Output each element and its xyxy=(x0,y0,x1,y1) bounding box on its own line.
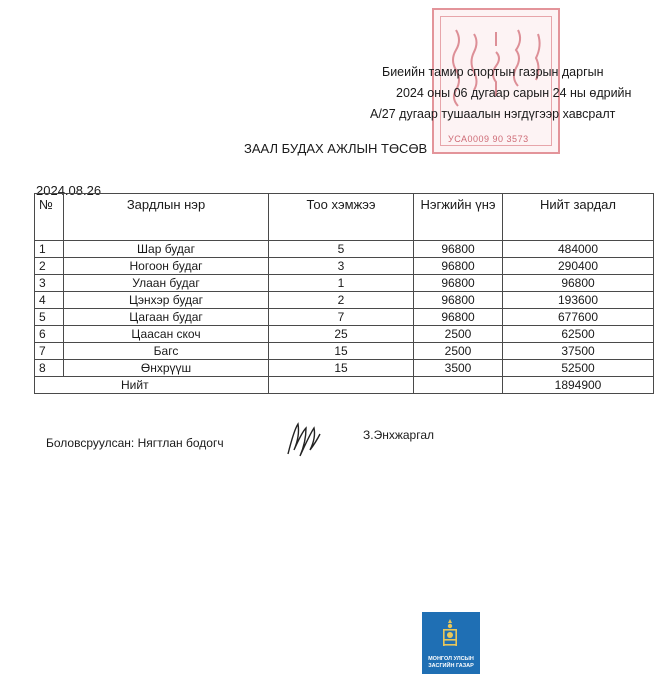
row-qty: 25 xyxy=(269,326,414,343)
header-qty: Тоо хэмжээ xyxy=(269,194,414,241)
row-total: 290400 xyxy=(503,258,654,275)
row-total: 62500 xyxy=(503,326,654,343)
table-row xyxy=(35,360,654,377)
row-no: 2 xyxy=(35,258,64,275)
row-price: 96800 xyxy=(414,241,503,258)
row-qty: 3 xyxy=(269,258,414,275)
row-total: 484000 xyxy=(503,241,654,258)
header-name: Зардлын нэр xyxy=(64,194,269,241)
approval-line-1: Биеийн тамир спортын газрын даргын xyxy=(382,65,604,79)
row-total: 677600 xyxy=(503,309,654,326)
row-qty: 15 xyxy=(269,360,414,377)
row-no: 6 xyxy=(35,326,64,343)
stamp-code: УСА0009 90 3573 xyxy=(448,134,529,144)
row-name: Улаан будаг xyxy=(64,275,269,292)
table-row xyxy=(35,241,654,258)
logo-line-2: ЗАСГИЙН ГАЗАР xyxy=(428,663,474,669)
row-price: 3500 xyxy=(414,360,503,377)
total-empty-price xyxy=(414,377,503,394)
row-name: Ногоон будаг xyxy=(64,258,269,275)
row-total: 37500 xyxy=(503,343,654,360)
budget-table xyxy=(34,193,654,394)
table-row xyxy=(35,258,654,275)
row-no: 1 xyxy=(35,241,64,258)
approval-line-2: 2024 оны 06 дугаар сарын 24 ны өдрийн xyxy=(396,86,632,100)
table-row xyxy=(35,343,654,360)
row-qty: 5 xyxy=(269,241,414,258)
row-no: 4 xyxy=(35,292,64,309)
row-qty: 7 xyxy=(269,309,414,326)
total-empty-qty xyxy=(269,377,414,394)
row-name: Өнхрүүш xyxy=(64,360,269,377)
document-title: ЗААЛ БУДАХ АЖЛЫН ТӨСӨВ xyxy=(244,141,428,156)
row-total: 193600 xyxy=(503,292,654,309)
row-no: 5 xyxy=(35,309,64,326)
row-no: 3 xyxy=(35,275,64,292)
row-price: 96800 xyxy=(414,292,503,309)
table-row xyxy=(35,275,654,292)
total-row xyxy=(35,377,654,394)
row-price: 2500 xyxy=(414,326,503,343)
logo-line-1: МОНГОЛ УЛСЫН xyxy=(428,656,474,662)
row-no: 7 xyxy=(35,343,64,360)
table-row xyxy=(35,309,654,326)
header-no: № xyxy=(35,194,64,241)
row-qty: 15 xyxy=(269,343,414,360)
document-date: 2024.08.26 xyxy=(36,183,102,198)
row-name: Багс xyxy=(64,343,269,360)
prepared-by-label: Боловсруулсан: Нягтлан бодогч xyxy=(46,436,224,450)
signature-icon xyxy=(282,414,330,466)
row-total: 96800 xyxy=(503,275,654,292)
row-qty: 2 xyxy=(269,292,414,309)
government-logo xyxy=(422,612,480,674)
row-price: 2500 xyxy=(414,343,503,360)
total-value: 1894900 xyxy=(503,377,654,394)
row-name: Цэнхэр будаг xyxy=(64,292,269,309)
table-row xyxy=(35,292,654,309)
row-name: Шар будаг xyxy=(64,241,269,258)
row-price: 96800 xyxy=(414,275,503,292)
row-name: Цагаан будаг xyxy=(64,309,269,326)
soyombo-emblem-icon xyxy=(440,618,460,648)
row-name: Цаасан скоч xyxy=(64,326,269,343)
row-qty: 1 xyxy=(269,275,414,292)
row-price: 96800 xyxy=(414,258,503,275)
header-total: Нийт зардал xyxy=(503,194,654,241)
table-header-row xyxy=(35,194,654,241)
accountant-name: З.Энхжаргал xyxy=(363,428,434,442)
total-label: Нийт xyxy=(35,377,269,394)
row-price: 96800 xyxy=(414,309,503,326)
row-total: 52500 xyxy=(503,360,654,377)
table-row xyxy=(35,326,654,343)
row-no: 8 xyxy=(35,360,64,377)
header-unit-price: Нэгжийн үнэ xyxy=(414,194,503,241)
approval-line-3: А/27 дугаар тушаалын нэгдүгээр хавсралт xyxy=(370,107,616,121)
